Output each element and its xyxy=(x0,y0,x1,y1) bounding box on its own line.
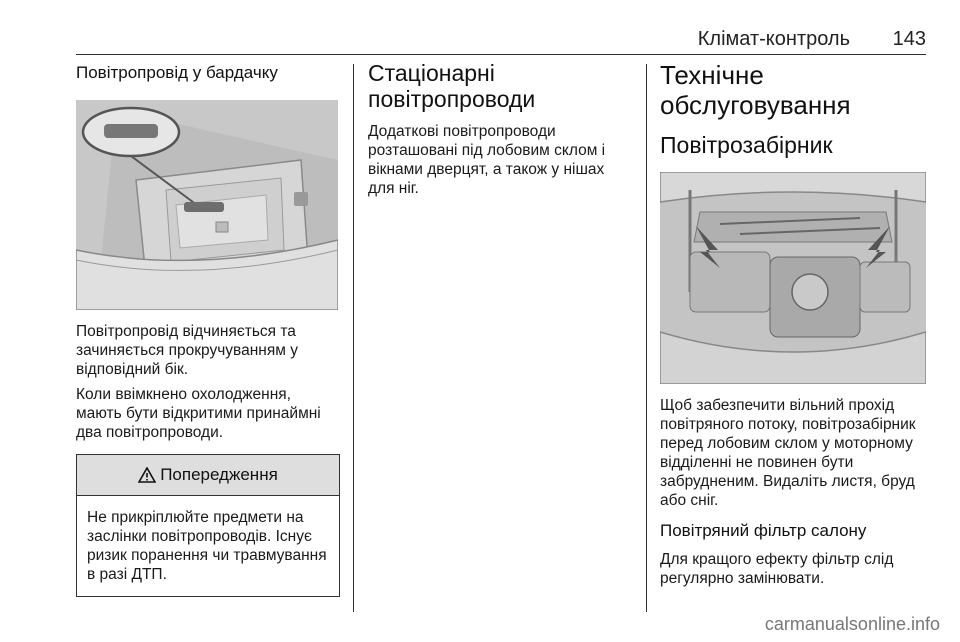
section-title: Клімат-контроль xyxy=(697,28,850,50)
cabin-filter-paragraph: Для кращого ефекту фільтр слід регулярно замінювати. xyxy=(660,551,894,587)
warning-box xyxy=(76,454,340,597)
glovebox-vent-illustration xyxy=(76,100,338,310)
fixed-vents-heading xyxy=(368,60,630,112)
maintenance-heading xyxy=(660,60,928,120)
fixed-vents-heading-line2: повітропроводи xyxy=(368,86,536,112)
fixed-vents-heading-line1: Стаціонарні xyxy=(368,60,495,86)
warning-body xyxy=(77,496,339,596)
page-number: 143 xyxy=(892,28,926,50)
air-inlet-paragraph: Щоб забезпечити вільний прохід повітряного потоку, повітрозабірник перед лобовим склом у моторному відділенні не повинен бути забрудненим. Видаліть листя, бруд або сніг. xyxy=(660,397,916,509)
warning-header xyxy=(77,455,339,496)
glovebox-vent-heading: Повітропровід у бардачку xyxy=(76,63,278,82)
watermark: carmanualsonline.info xyxy=(764,614,940,634)
glovebox-vent-paragraph-2: Коли ввімкнено охолодження, мають бути відкритими принаймні два повітропроводи. xyxy=(76,386,321,441)
column-1 xyxy=(76,60,340,597)
maintenance-heading-line1: Технічне xyxy=(660,60,764,90)
warning-triangle-icon xyxy=(138,467,156,483)
glovebox-vent-paragraph-1: Повітропровід відчиняється та зачиняється прокручуванням у відповідний бік. xyxy=(76,323,298,378)
fixed-vents-paragraph: Додаткові повітропроводи розташовані під лобовим склом і вікнами дверцят, а також у нішах для ніг. xyxy=(368,123,606,197)
engine-bay-illustration xyxy=(660,172,926,384)
maintenance-heading-line2: обслуговування xyxy=(660,90,851,120)
warning-title: Попередження xyxy=(160,465,278,484)
column-3 xyxy=(660,60,928,588)
column-2 xyxy=(368,60,630,198)
warning-text: Не прикріплюйте предмети на заслінки повітропроводів. Існує ризик поранення чи травмування в разі ДТП. xyxy=(87,509,327,583)
air-inlet-heading: Повітрозабірник xyxy=(660,132,833,158)
header-divider xyxy=(76,54,926,55)
column-divider-1 xyxy=(353,64,354,612)
column-divider-2 xyxy=(646,64,647,612)
cabin-filter-heading: Повітряний фільтр салону xyxy=(660,521,867,540)
